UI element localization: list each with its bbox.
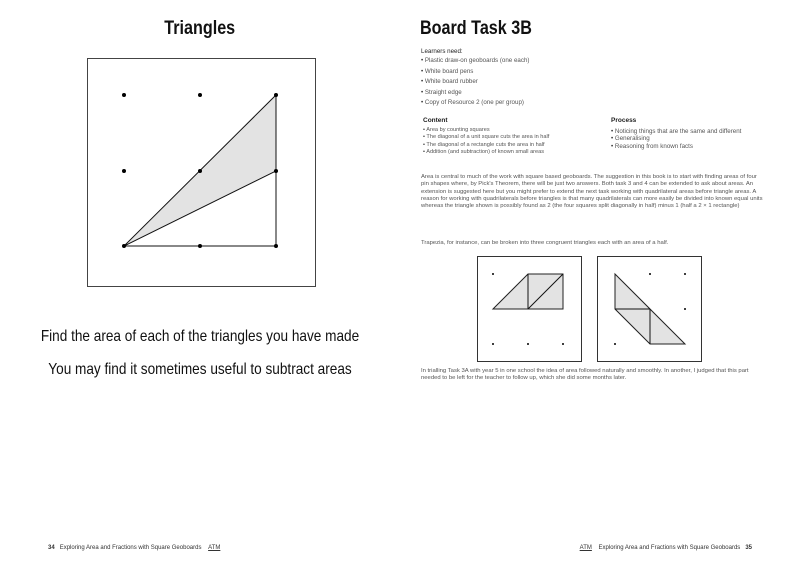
left-footer — [48, 545, 220, 551]
paragraph-trialling: In trialling Task 3A with year 5 in one school the idea of area followed naturally and smoothly. In another, I judged that this part needed to be left for the teacher to follow up, which she did some months later. — [421, 368, 749, 382]
list-item: • White board rubber — [421, 77, 771, 88]
paragraph-intro: Area is central to much of the work with square based geoboards. The suggestion in this book is to start with finding areas of four pin shapes where, by Pick's Theorem, there will be just two answers. Both task 3 and 4 can be extended to ask about areas. An extension is suggested here but you might prefer to extend the next task working with quadrilateral areas before triangle areas. A reason for working with quadrilaterals before triangles is that many quadrilaterals can more easily be divided into known equal units whereas the triangle shown is possibly found as 2 (the four squares split diagonally in half) minus 1 (half a 2 × 1 rectangle) — [421, 174, 763, 210]
trapezium-diagram-1 — [477, 256, 582, 362]
list-item: • Generalising — [611, 135, 791, 143]
process-section — [611, 117, 791, 150]
list-item: • White board pens — [421, 67, 771, 78]
list-item: • The diagonal of a unit square cuts the area in half — [423, 134, 608, 141]
page-number: 35 — [745, 545, 752, 551]
atm-logo: ATM — [208, 545, 221, 551]
right-footer — [580, 545, 752, 551]
list-item: • Plastic draw-on geoboards (one each) — [421, 56, 771, 67]
book-title: Exploring Area and Fractions with Square Geoboards — [598, 545, 741, 551]
atm-logo: ATM — [579, 545, 592, 551]
process-heading: Process — [611, 117, 637, 124]
page-title: Triangles — [164, 18, 236, 39]
content-section — [423, 117, 608, 156]
list-item: • Straight edge — [421, 88, 771, 99]
content-heading: Content — [423, 117, 448, 124]
list-item: • Noticing things that are the same and different — [611, 128, 791, 136]
page-number: 34 — [48, 545, 55, 551]
list-item: • Addition (and subtraction) of known small areas — [423, 149, 608, 156]
learners-need — [421, 48, 771, 109]
list-item: • Area by counting squares — [423, 127, 608, 134]
left-page-header — [0, 18, 400, 40]
list-item: • Copy of Resource 2 (one per group) — [421, 98, 771, 109]
book-title: Exploring Area and Fractions with Square Geoboards — [59, 545, 202, 551]
learners-need-label: Learners need: — [421, 48, 463, 55]
caption-find-area: Find the area of each of the triangles you have made — [40, 328, 360, 345]
list-item: • Reasoning from known facts — [611, 143, 791, 151]
list-item: • The diagonal of a rectangle cuts the area in half — [423, 142, 608, 149]
paragraph-trapezia: Trapezia, for instance, can be broken into three congruent triangles each with an area of a half. — [421, 240, 669, 246]
caption-subtract: You may find it sometimes useful to subtract areas — [48, 361, 352, 378]
geoboard-triangle-diagram — [87, 58, 316, 287]
page-title-right: Board Task 3B — [420, 18, 532, 39]
trapezium-diagram-2 — [597, 256, 702, 362]
